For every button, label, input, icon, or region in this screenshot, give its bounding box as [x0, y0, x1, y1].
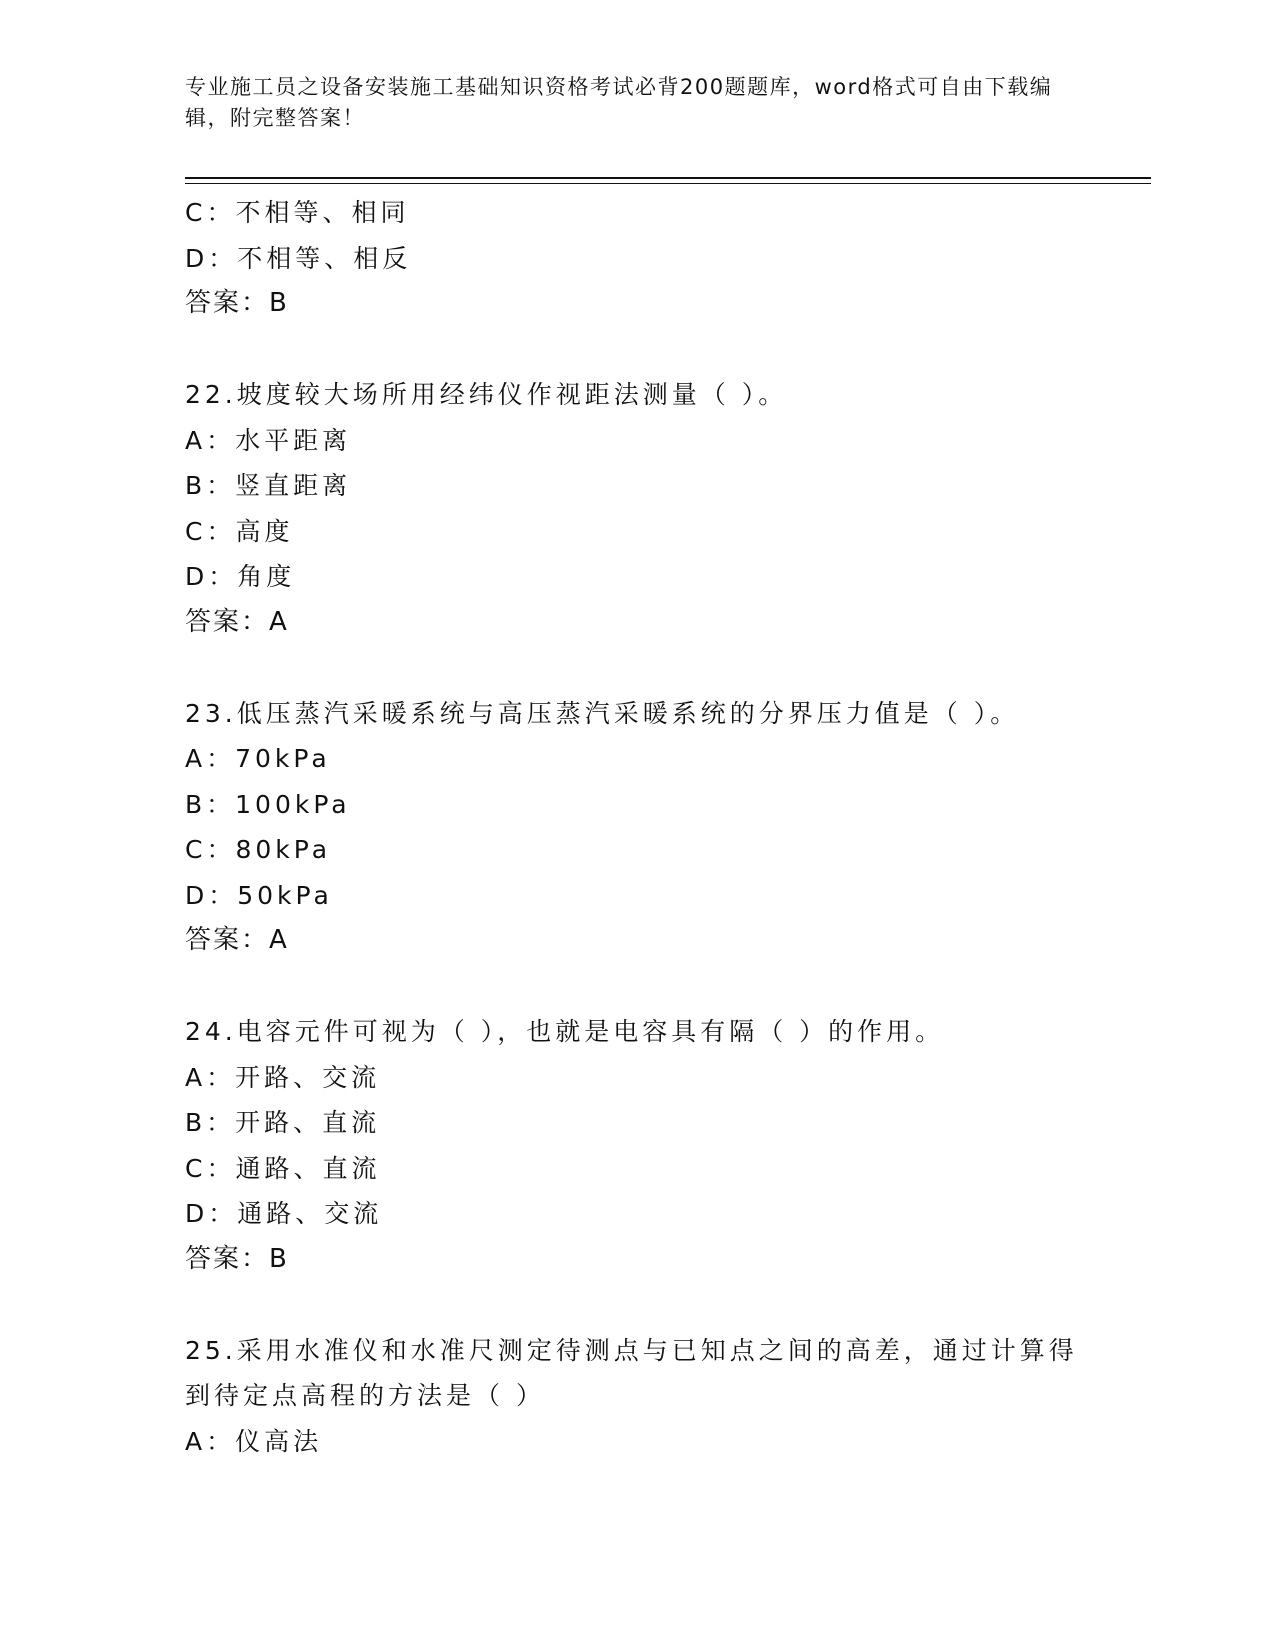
answer-line: 答案：A [185, 925, 289, 955]
question-stem: 22.坡度较大场所用经纬仪作视距法测量（ ）。 [185, 380, 788, 409]
question-list [185, 190, 1115, 1464]
question-stem: 24.电容元件可视为（ ），也就是电容具有隔（ ）的作用。 [185, 1017, 945, 1046]
answer-line: 答案：A [185, 606, 289, 637]
spacer [185, 1282, 1115, 1328]
question-stem: 23.低压蒸汽采暖系统与高压蒸汽采暖系统的分界压力值是（ ）。 [185, 698, 1020, 728]
header-divider-thin [185, 183, 1151, 184]
option-c: C：80kPa [185, 835, 332, 864]
option-d: D：50kPa [185, 880, 333, 910]
question-stem-continued: 到待定点高程的方法是（ ） [185, 1381, 545, 1410]
option-d: D：角度 [185, 562, 296, 591]
option-a: A：水平距离 [185, 425, 352, 455]
option-d: D：不相等、相反 [185, 243, 412, 273]
option-c: C：高度 [185, 516, 294, 546]
answer-line: 答案：B [185, 1243, 289, 1274]
option-c: C：不相等、相同 [185, 198, 410, 227]
question-stem: 25.采用水准仪和水准尺测定待测点与已知点之间的高差，通过计算得 [185, 1335, 1078, 1365]
option-b: B：100kPa [185, 789, 351, 819]
spacer [185, 327, 1115, 373]
spacer [185, 964, 1115, 1010]
option-c: C：通路、直流 [185, 1153, 381, 1183]
header-divider-thick [185, 177, 1151, 179]
option-b: B：开路、直流 [185, 1108, 381, 1137]
option-d: D：通路、交流 [185, 1199, 383, 1228]
option-a: A：开路、交流 [185, 1062, 381, 1092]
option-a: A：70kPa [185, 744, 331, 773]
option-b: B：竖直距离 [185, 471, 352, 500]
option-a: A：仪高法 [185, 1426, 323, 1456]
document-header: 专业施工员之设备安装施工基础知识资格考试必背200题题库，word格式可自由下载编辑，附完整答案！ [185, 75, 1053, 130]
answer-line: 答案：B [185, 288, 289, 318]
spacer [185, 645, 1115, 691]
